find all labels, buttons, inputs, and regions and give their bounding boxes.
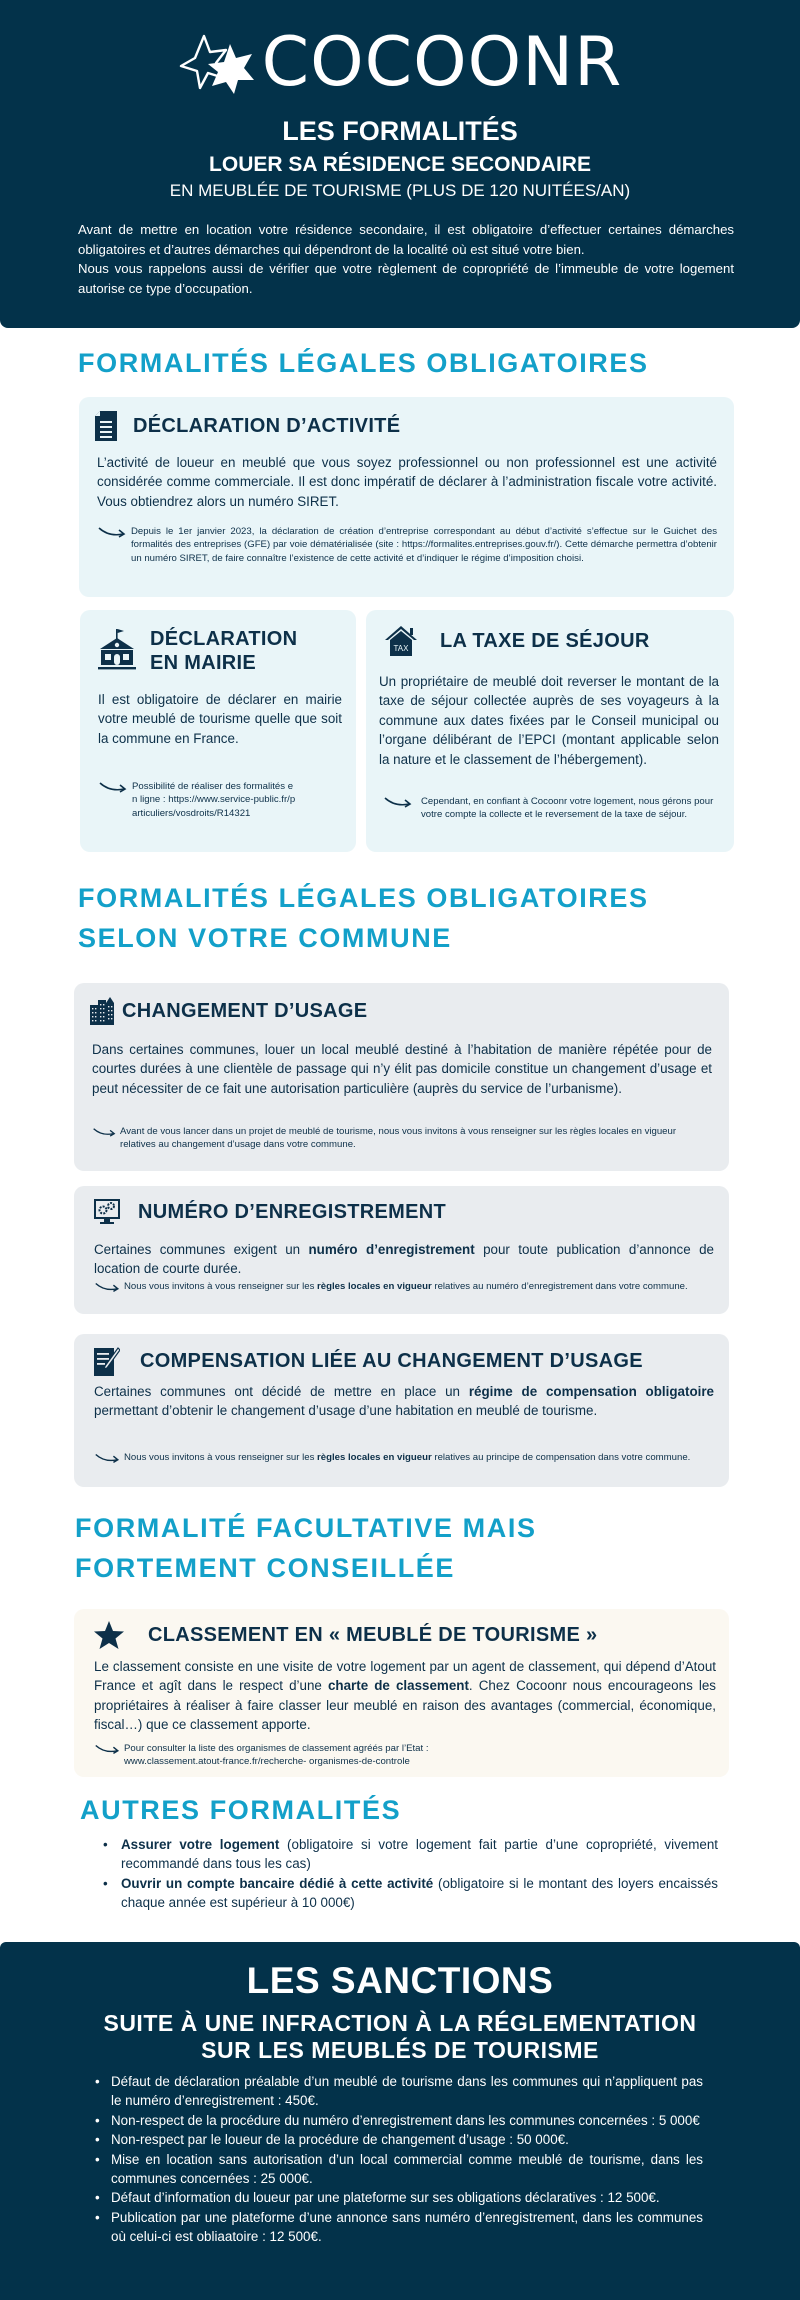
sanctions-banner [0,1942,800,2300]
curved-arrow-icon [379,795,421,809]
header-banner [0,0,800,328]
card-note [98,780,298,820]
list-item: • Ouvrir un compte bancaire dédié à cette activité (obligatoire si le montant des loyers encaissés chaque année est supérieur à 10 000€) [118,1874,718,1913]
card-title-line-2: EN MAIRIE [150,652,257,674]
list-item: • Non-respect par le loueur de la procédure de changement d’usage : 50 000€. [111,2130,703,2149]
card-compensation [74,1334,729,1487]
section-title-line-2: SELON VOTRE COMMUNE [78,923,452,953]
card-note-text: Cependant, en confiant à Cocoonr votre logement, nous gérons pour votre compte la collecte et le reversement de la taxe de séjour. [421,796,714,821]
section-title-other: AUTRES FORMALITÉS [80,1795,402,1825]
intro-paragraph-1: Avant de mettre en location votre résidence secondaire, il est obligatoire d’effectuer certaines démarches obligatoires et d’autres démarches qui dépendront de la localité où est situé votre bien. [78,222,734,257]
card-classement [74,1609,729,1777]
section-title-line-1: FORMALITÉ FACULTATIVE MAIS [75,1513,537,1543]
curved-arrow-icon [92,1125,120,1139]
card-taxe-sejour [366,610,734,852]
card-title: DÉCLARATION D’ACTIVITÉ [133,414,401,437]
list-item: • Publication par une plateforme d’une annonce sans numéro d’enregistrement, dans les communes où celui-ci est obliaatoire : 12 500€. [111,2208,703,2247]
card-title-line-1: DÉCLARATION [150,628,298,650]
page-title: LES FORMALITÉS [282,116,518,146]
list-item: • Assurer votre logement (obligatoire si votre logement fait partie d’une copropriété, vivement recommandé dans tous les cas) [118,1835,718,1874]
card-note-text: Depuis le 1er janvier 2023, la déclaration de création d’entreprise correspondant au début d’activité s’effectue sur le Guichet des formalités des entreprises (GFE) par voie dématérialisée (site : https://formalites.entreprises.gouv.fr/). Cette démarche permettra d’obtenir un numéro SIRET, de faire connaître l’existence de cette activité et d’indiquer le régime d’imposition choisi. [131,526,717,564]
card-title: LA TAXE DE SÉJOUR [440,629,650,652]
curved-arrow-icon [98,780,132,794]
card-title: NUMÉRO D’ENREGISTREMENT [138,1200,447,1223]
card-body: L’activité de loueur en meublé que vous soyez professionnel ou non professionnel est une activité considérée comme commerciale. Il est donc impératif de déclarer à l’administration fiscale votre activité. Vous obtiendrez alors un numéro SIRET. [97,455,717,509]
sanctions-subtitle: SUITE À UNE INFRACTION À LA RÉGLEMENTATION SUR LES MEUBLÉS DE TOURISME [103,2010,697,2063]
sanctions-title: LES SANCTIONS [246,1960,554,2001]
section-title-line-2: FORTEMENT CONSEILLÉE [75,1553,456,1583]
intro-text [78,220,734,298]
card-note [97,525,717,565]
curved-arrow-icon [97,525,131,539]
section-title-optional [75,1508,537,1588]
curved-arrow-icon [94,1280,124,1294]
brand-name: COCOONR [261,23,623,102]
card-title: CLASSEMENT EN « MEUBLÉ DE TOURISME » [148,1623,598,1646]
town-hall-icon [98,629,136,673]
card-note-text: Pour consulter la liste des organismes de classement agréés par l’Etat : www.classement.atout-france.fr/recherche- organismes-de-controle [124,1743,429,1768]
list-item: • Non-respect de la procédure du numéro d’enregistrement dans les communes concernées : 5 000€ [111,2111,703,2130]
sanctions-list [111,2072,703,2247]
card-note-text: Nous vous invitons à vous renseigner sur les règles locales en vigueur relatives au principe de compensation dans votre commune. [124,1452,691,1463]
card-declaration-activite [79,397,734,597]
card-note-text: Nous vous invitons à vous renseigner sur les règles locales en vigueur relatives au numéro d’enregistrement dans votre commune. [124,1281,688,1292]
tax-house-icon [384,624,418,658]
star-icon [94,1621,124,1649]
card-body: Il est obligatoire de déclarer en mairie votre meublé de tourisme quelle que soit la commune en France. [98,692,342,746]
contract-pen-icon [94,1346,120,1376]
other-formalities-list [118,1835,718,1912]
svg-text:TAX: TAX [393,644,409,653]
computer-gears-icon [94,1198,120,1226]
card-body: Dans certaines communes, louer un local meublé destiné à l’habitation de manière répétée pour de courtes durées à une clientèle de passage qui n’y élit pas domicile constitue un changement d’usage et peut nécessiter de ce fait une autorisation particulière (auprès du service de l’urbanisme). [92,1042,712,1096]
section-title-line-1: FORMALITÉS LÉGALES OBLIGATOIRES [78,883,649,913]
card-body: Le classement consiste en une visite de votre logement par un agent de classement, qui dépend d’Atout France et agît dans le respect d’une charte de classement. Chez Cocoonr nous encourageons les propriétaires à réaliser à faire classer leur meublé en raison des avantages (commercial, économique, fiscal…) que ce classement apporte. [94,1659,716,1733]
card-body: Un propriétaire de meublé doit reverser le montant de la taxe de séjour collectée auprès de ses voyageurs à la commune aux dates fixées par le Conseil municipal ou l’organe délibérant de l’EPCI (montant applicable selon la nature et le classement de l’hébergement). [379,674,719,767]
page-subtitle: LOUER SA RÉSIDENCE SECONDAIRE [209,153,591,176]
section-title-mandatory: FORMALITÉS LÉGALES OBLIGATOIRES [78,348,649,378]
page-subtitle-secondary: EN MEUBLÉE DE TOURISME (PLUS DE 120 NUITÉES/AN) [169,181,631,200]
card-body: Certaines communes exigent un numéro d’enregistrement pour toute publication d’annonce de location de courte durée. [94,1242,714,1277]
card-numero-enregistrement [74,1186,729,1314]
card-changement-usage [74,983,729,1171]
list-item: • Défaut d’information du loueur par une plateforme sur ses obligations déclaratives : 12 500€. [111,2188,703,2207]
card-body: Certaines communes ont décidé de mettre en place un régime de compensation obligatoire permettant d’obtenir le changement d’usage d’une habitation en meublé de tourisme. [94,1384,714,1419]
card-note-text: Avant de vous lancer dans un projet de meublé de tourisme, nous vous invitons à vous renseigner sur les règles locales en vigueur relatives au changement d’usage dans votre commune. [120,1126,677,1151]
list-item: • Défaut de déclaration préalable d’un meublé de tourisme dans les communes qui n’appliquent pas le numéro d’enregistrement : 450€. [111,2072,703,2111]
brand-logo [0,23,800,102]
card-declaration-mairie [80,610,356,852]
curved-arrow-icon [94,1742,124,1756]
card-note [94,1451,714,1465]
card-note-text: Possibilité de réaliser des formalités en ligne : https://www.service-public.fr/particuliers/vosdroits/R14321 [132,781,296,819]
card-note [92,1125,712,1152]
card-title: COMPENSATION LIÉE AU CHANGEMENT D’USAGE [140,1349,643,1372]
card-title: CHANGEMENT D’USAGE [122,999,368,1022]
card-title-block [150,627,297,675]
stars-logo-icon [178,30,260,96]
classement-link[interactable]: www.classement.atout-france.fr/recherche- organismes-de-controle [124,1756,410,1768]
buildings-icon [90,997,114,1025]
card-note [379,795,719,822]
card-note [94,1742,714,1769]
document-icon [95,411,117,441]
list-item: • Mise en location sans autorisation d’un local commercial comme meublé de tourisme, dans les communes concernées : 25 000€. [111,2150,703,2189]
curved-arrow-icon [94,1451,124,1465]
intro-paragraph-2: Nous vous rappelons aussi de vérifier que votre règlement de copropriété de l’immeuble de votre logement autorise ce type d’occupation. [78,261,734,296]
card-note [94,1280,714,1294]
section-title-commune [78,878,649,958]
